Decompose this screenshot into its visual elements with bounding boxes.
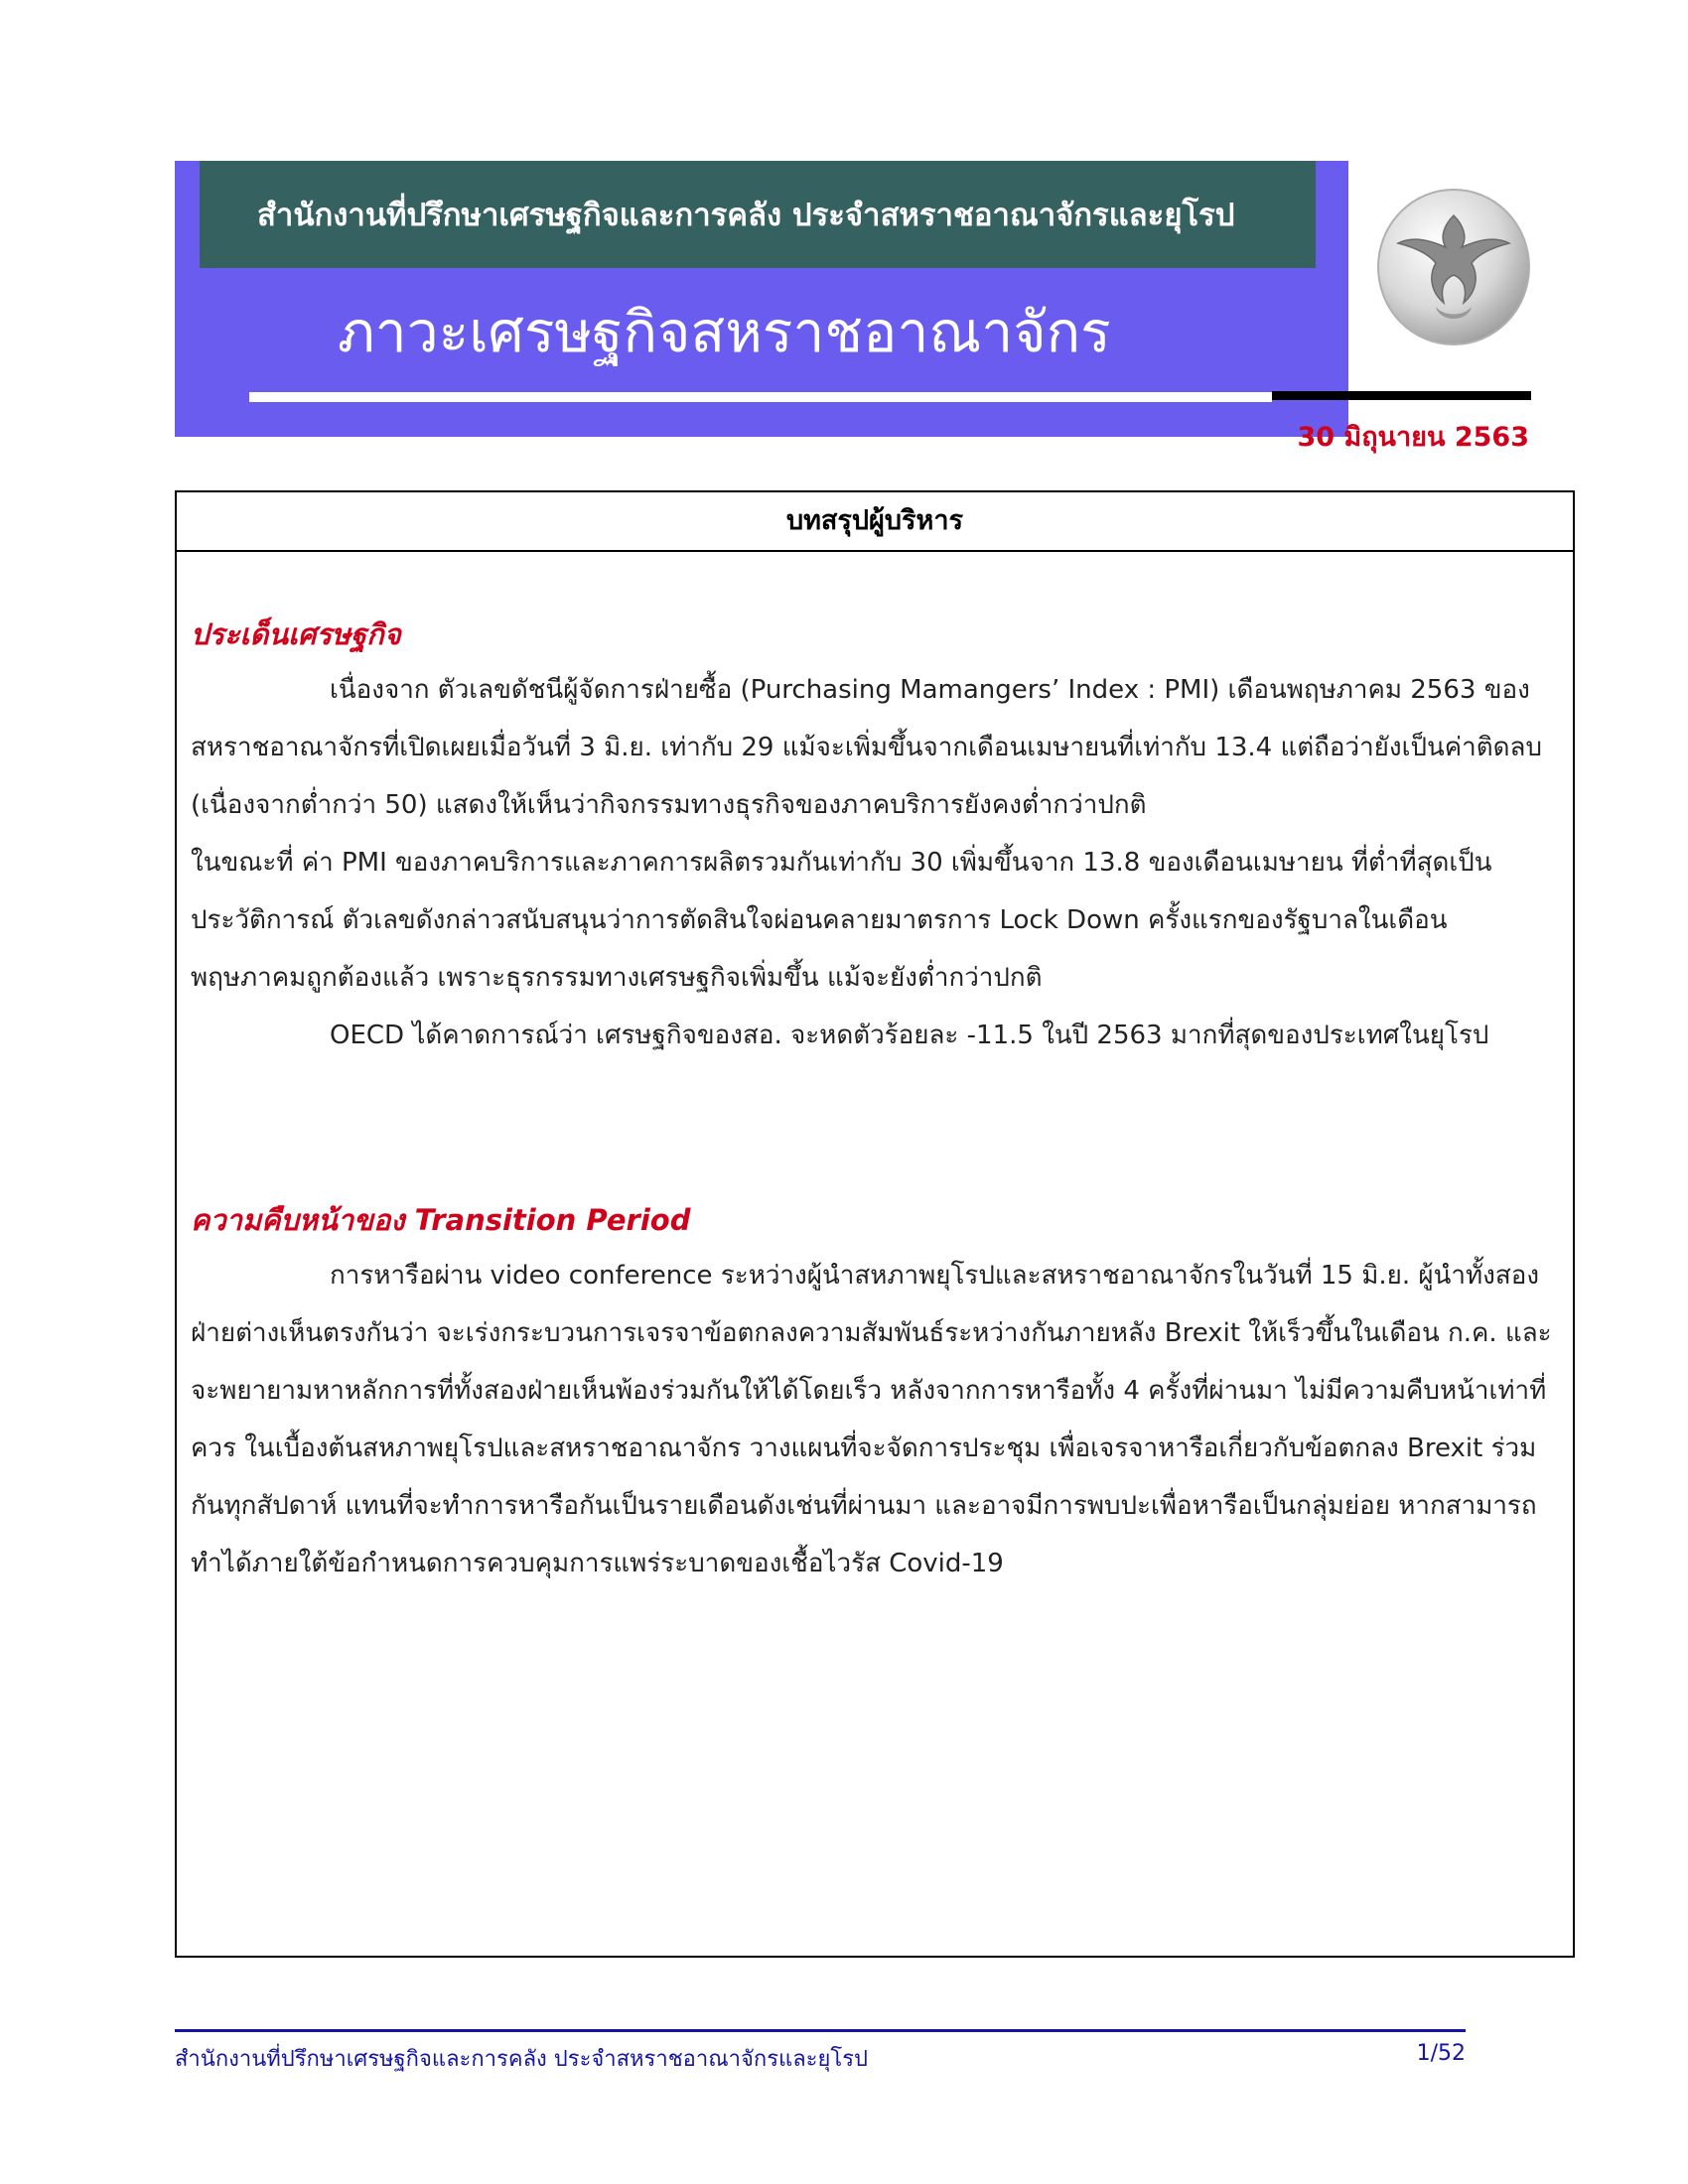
paragraph-services-pmi: ในขณะที่ ค่า PMI ของภาคบริการและภาคการผลิตรวมกันเท่ากับ 30 เพิ่มขึ้นจาก 13.8 ของเดือนเมษายน ที่ต่ำที่สุดเป็นประวัติการณ์ ตัวเลขดังกล่าวสนับสนุนว่าการตัดสินใจผ่อนคลายมาตรการ Lock Down ครั้งแรกของรัฐบาลในเดือนพฤษภาคมถูกต้องแล้ว เพราะธุรกรรมทางเศรษฐกิจเพิ่มขึ้น แม้จะยังต่ำกว่าปกติ — [191, 848, 1492, 993]
paragraph-oecd: OECD ได้คาดการณ์ว่า เศรษฐกิจของสอ. จะหดตัวร้อยละ -11.5 ในปี 2563 มากที่สุดของประเทศในยุโรป — [330, 1021, 1489, 1050]
title-underline — [249, 392, 1272, 402]
page-number: 1/52 — [1416, 2041, 1466, 2066]
executive-summary-box — [175, 490, 1575, 1958]
paragraph-pmi: เนื่องจาก ตัวเลขดัชนีผู้จัดการฝ่ายซื้อ (Purchasing Mamangers’ Index : PMI) เดือนพฤษภาคม 2563 ของสหราชอาณาจักรที่เปิดเผยเมื่อวันที่ 3 มิ.ย. เท่ากับ 29 แม้จะเพิ่มขึ้นจากเดือนเมษายนที่เท่ากับ 13.4 แต่ถือว่ายังเป็นค่าติดลบ (เนื่องจากต่ำกว่า 50) แสดงให้เห็นว่ากิจกรรมทางธุรกิจของภาคบริการยังคงต่ำกว่าปกติ — [191, 675, 1542, 820]
report-title: ภาวะเศรษฐกิจสหราชอาณาจักร — [338, 300, 1111, 365]
footer-office-name: สำนักงานที่ปรึกษาเศรษฐกิจและการคลัง ประจำสหราชอาณาจักรและยุโรป — [175, 2047, 868, 2072]
garuda-emblem-icon — [1374, 186, 1533, 354]
report-date: 30 มิถุนายน 2563 — [1297, 422, 1529, 453]
section-heading-economy: ประเด็นเศรษฐกิจ — [191, 617, 401, 651]
paragraph-transition: การหารือผ่าน video conference ระหว่างผู้นำสหภาพยุโรปและสหราชอาณาจักรในวันที่ 15 มิ.ย. ผู้นำทั้งสองฝ่ายต่างเห็นตรงกันว่า จะเร่งกระบวนการเจรจาข้อตกลงความสัมพันธ์ระหว่างกันภายหลัง Brexit ให้เร็วขึ้นในเดือน ก.ค. และจะพยายามหาหลักการที่ทั้งสองฝ่ายเห็นพ้องร่วมกันให้ได้โดยเร็ว หลังจากการหารือทั้ง 4 ครั้งที่ผ่านมา ไม่มีความคืบหน้าเท่าที่ควร ในเบื้องต้นสหภาพยุโรปและสหราชอาณาจักร วางแผนที่จะจัดการประชุม เพื่อเจรจาหารือเกี่ยวกับข้อตกลง Brexit ร่วมกันทุกสัปดาห์ แทนที่จะทำการหารือกันเป็นรายเดือนดังเช่นที่ผ่านมา และอาจมีการพบปะเพื่อหารือเป็นกลุ่มย่อย หากสามารถทำได้ภายใต้ข้อกำหนดการควบคุมการแพร่ระบาดของเชื้อไวรัส Covid-19 — [191, 1261, 1552, 1578]
footer-rule — [175, 2029, 1466, 2032]
section-heading-transition: ความคืบหน้าของ Transition Period — [191, 1203, 691, 1237]
header-black-rule — [1272, 391, 1531, 400]
office-name-band: สำนักงานที่ปรึกษาเศรษฐกิจและการคลัง ประจำสหราชอาณาจักรและยุโรป — [200, 161, 1316, 268]
summary-heading: บทสรุปผู้บริหาร — [177, 492, 1573, 552]
